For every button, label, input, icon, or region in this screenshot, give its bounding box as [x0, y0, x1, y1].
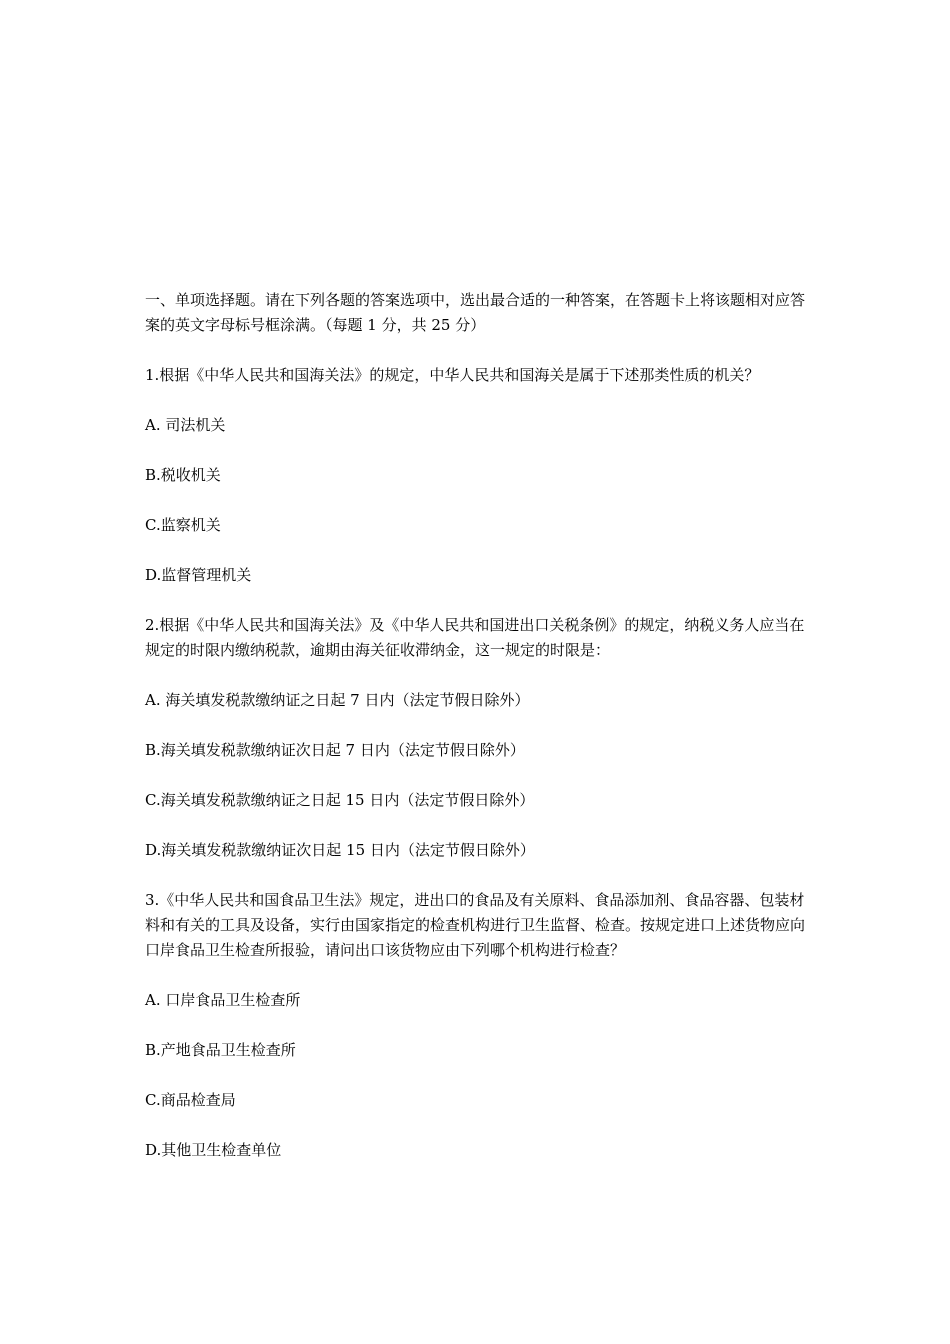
question-3-option-b: B.产地食品卫生检查所 [145, 1041, 296, 1059]
question-2-option-a: A. 海关填发税款缴纳证之日起 7 日内（法定节假日除外） [145, 691, 530, 709]
document-page [145, 288, 807, 1163]
question-1-stem: 1.根据《中华人民共和国海关法》的规定，中华人民共和国海关是属于下述那类性质的机关？ [145, 366, 760, 384]
question-2-option-d: D.海关填发税款缴纳证次日起 15 日内（法定节假日除外） [145, 841, 535, 859]
question-3-option-a: A. 口岸食品卫生检查所 [145, 991, 301, 1009]
question-1-option-c: C.监察机关 [145, 516, 221, 534]
section-heading: 一、单项选择题。请在下列各题的答案选项中，选出最合适的一种答案，在答题卡上将该题相对应答案的英文字母标号框涂满。（每题 1 分，共 25 分） [145, 291, 806, 334]
question-2-option-c: C.海关填发税款缴纳证之日起 15 日内（法定节假日除外） [145, 791, 535, 809]
question-1-option-d: D.监督管理机关 [145, 566, 252, 584]
question-3-option-d: D.其他卫生检查单位 [145, 1141, 282, 1159]
question-3-option-c: C.商品检查局 [145, 1091, 236, 1109]
question-1-option-a: A. 司法机关 [145, 416, 226, 434]
question-2-stem: 2.根据《中华人民共和国海关法》及《中华人民共和国进出口关税条例》的规定，纳税义务人应当在规定的时限内缴纳税款，逾期由海关征收滞纳金，这一规定的时限是： [145, 616, 805, 659]
question-3-stem: 3.《中华人民共和国食品卫生法》规定，进出口的食品及有关原料、食品添加剂、食品容器、包装材料和有关的工具及设备，实行由国家指定的检查机构进行卫生监督、检查。按规定进口上述货物应向口岸食品卫生检查所报验，请问出口该货物应由下列哪个机构进行检查？ [145, 891, 806, 959]
question-1-option-b: B.税收机关 [145, 466, 221, 484]
question-2-option-b: B.海关填发税款缴纳证次日起 7 日内（法定节假日除外） [145, 741, 525, 759]
